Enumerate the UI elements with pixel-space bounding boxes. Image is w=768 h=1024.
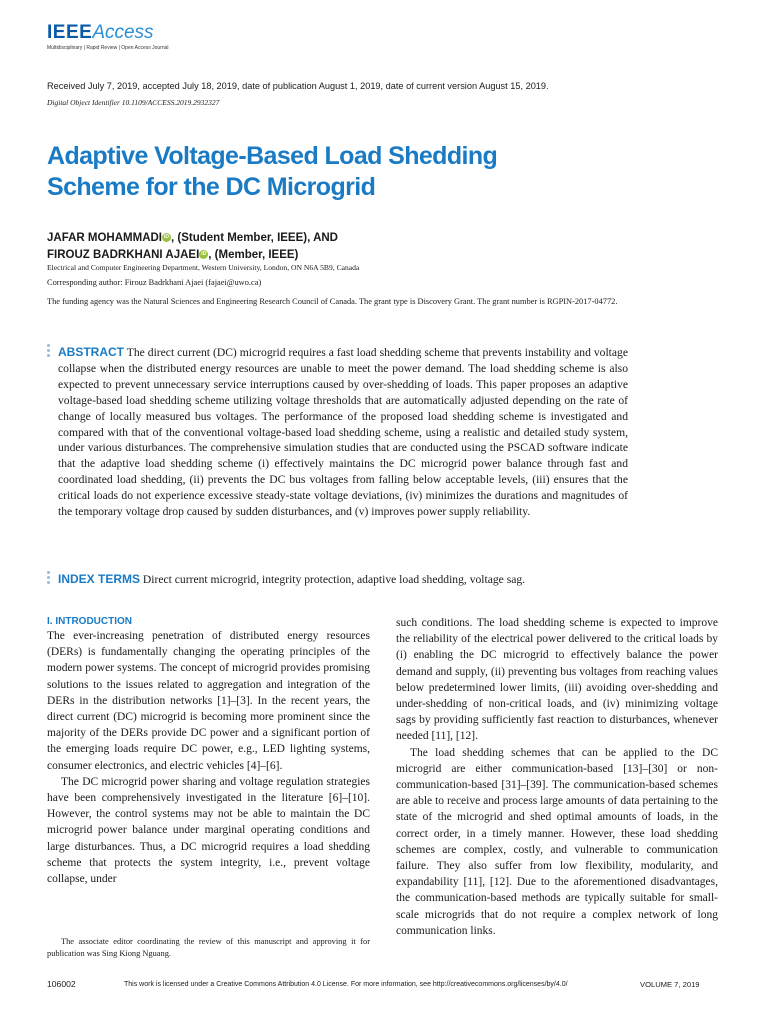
license-notice[interactable]: This work is licensed under a Creative Commons Attribution 4.0 License. For more information, see http://creativecommons.org/licenses/by/4.0/ [124, 981, 568, 988]
section-heading: I. INTRODUCTION [47, 616, 132, 627]
title-line-2: Scheme for the DC Microgrid [47, 173, 376, 201]
intro-paragraph-1: The ever-increasing penetration of distributed energy resources (DERs) is fundamentally changing the operating principles of the modern power systems. The concept of microgrid provides promising solutions to the issues related to aggregation and integration of the DERs in the distribution networks [1]–[3]. In the recent years, the direct current (DC) microgrid is becoming more prominent since the majority of the DERs provide DC power and a significant portion of the emerging loads require DC power, e.g., LED lighting systems, consumer electronics, and electric vehicles [4]–[6]. [47, 630, 370, 772]
corresponding-author: Corresponding author: Firouz Badrkhani Ajaei (fajaei@uwo.ca) [47, 278, 262, 287]
intro-paragraph-2: The DC microgrid power sharing and voltage regulation strategies have been comprehensively investigated in the literature [6]–[10]. However, the control systems may not be able to maintain the DC microgrid power balance under marginal operating conditions and large disturbances. Thus, a DC microgrid requires a load shedding scheme that protects the system integrity, i.e., prevent voltage collapse, under [47, 775, 370, 886]
volume-info: VOLUME 7, 2019 [640, 980, 700, 989]
author-1-role: , (Student Member, IEEE), AND [171, 232, 338, 244]
affiliation: Electrical and Computer Engineering Department, Western University, London, ON N6A 5B9, Canada [47, 263, 360, 272]
abstract [58, 345, 628, 520]
index-terms [58, 572, 525, 586]
logo-access: Access [92, 22, 154, 43]
author-1-name: JAFAR MOHAMMADI [47, 232, 162, 244]
paper-title [47, 141, 567, 203]
abstract-dots-icon [47, 344, 51, 359]
received-dates: Received July 7, 2019, accepted July 18, 2019, date of publication August 1, 2019, date of current version August 15, 2019. [47, 81, 549, 91]
logo-ieee: IEEE [47, 22, 93, 43]
author-list [47, 230, 338, 264]
index-terms-dots-icon [47, 571, 51, 586]
author-2-name: FIROUZ BADRKHANI AJAEI [47, 249, 200, 261]
editor-footnote: The associate editor coordinating the review of this manuscript and approving it for publication was Sing Kiong Nguang. [47, 937, 370, 958]
intro-paragraph-3: such conditions. The load shedding scheme is expected to improve the reliability of the electrical power delivered to the critical loads by (i) enabling the DC microgrid to effectively balance the power demand and supply, (ii) preventing bus voltages from reaching values below predetermined lower limits, (iii) avoiding over-shedding and under-shedding of non-critical loads, and (iv) minimizing voltage sags by providing sufficiently fast reaction to disturbances, whenever needed [11], [12]. [396, 617, 718, 743]
orcid-icon[interactable]: iD [201, 251, 207, 257]
author-line-1 [47, 230, 338, 247]
intro-paragraph-4: The load shedding schemes that can be applied to the DC microgrid are either communication-based [13]–[30] or non-communication-based [31]–[39]. The communication-based schemes are able to receive and process large amounts of data pertaining to the state of the microgrid and shed optimal amounts of loads, in the correct order, in a timely manner. However, these load shedding schemes are complex, costly, and vulnerable to communication failure. They also suffer from low flexibility, modularity, and expandability [11], [12]. Due to the aforementioned disadvantages, the communication-based methods are typically suitable for small-scale microgrids that do not require a complex network of long communication links. [396, 746, 718, 937]
abstract-text: The direct current (DC) microgrid requires a fast load shedding scheme that prevents instability and voltage collapse when the distributed energy resources are unable to meet the power demand. The load shedding scheme is also expected to prevent unnecessary service interruptions caused by over-shedding of loads. This paper proposes an adaptive voltage-based load shedding scheme utilizing voltage thresholds that are automatically adjusted depending on the rate of change of locally measured bus voltages. The performance of the proposed load shedding scheme is investigated and compared with that of the conventional voltage-based load shedding scheme, using a realistic and detailed study system, under various disturbances. The comprehensive simulation studies that are conducted using the PSCAD software indicate that the adaptive load shedding scheme (i) effectively maintains the DC microgrid power balance through fast and coordinated load shedding, (ii) prevents the DC bus voltages from falling below acceptable levels, (iii) ensures that the critical loads do not experience excessive steady-state voltage deviations, (iv) minimizes the durations and magnitudes of the temporary voltage drop caused by sudden disturbances, and (v) improves power supply reliability. [58, 346, 628, 519]
page-number: 106002 [47, 979, 76, 989]
funding-statement: The funding agency was the Natural Sciences and Engineering Research Council of Canada. The grant type is Discovery Grant. The grant number is RGPIN-2017-04772. [47, 297, 618, 306]
index-terms-text: Direct current microgrid, integrity protection, adaptive load shedding, voltage sag. [142, 573, 526, 586]
journal-tagline: Multidisciplinary | Rapid Review | Open Access Journal [47, 45, 169, 51]
author-line-2 [47, 247, 338, 264]
doi[interactable]: Digital Object Identifier 10.1109/ACCESS.2019.2932327 [47, 98, 220, 107]
author-2-role: , (Member, IEEE) [208, 249, 299, 261]
index-terms-label: INDEX TERMS [58, 572, 141, 586]
right-column [396, 615, 718, 939]
left-column [47, 616, 370, 887]
title-line-1: Adaptive Voltage-Based Load Shedding [47, 142, 498, 170]
journal-logo [47, 22, 154, 44]
orcid-icon[interactable]: iD [164, 234, 169, 240]
abstract-label: ABSTRACT [58, 345, 124, 359]
